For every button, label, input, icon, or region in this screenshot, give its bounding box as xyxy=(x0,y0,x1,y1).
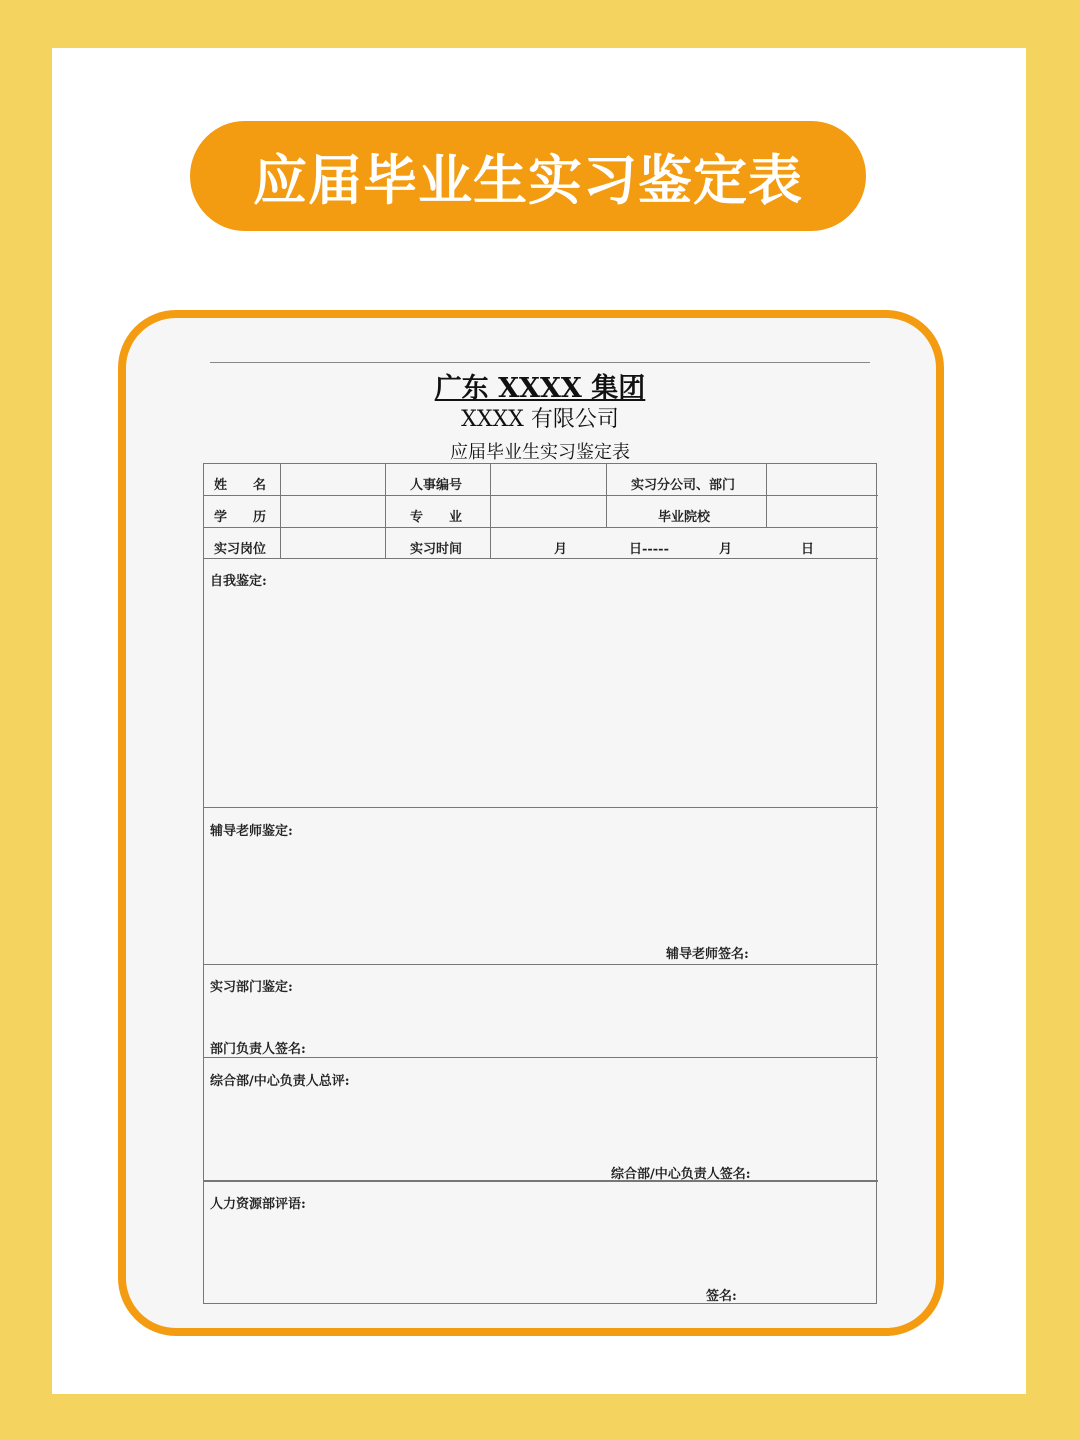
dept-evaluation-label: 实习部门鉴定: xyxy=(210,980,293,995)
tutor-signature-label: 辅导老师签名: xyxy=(666,947,749,962)
tutor-evaluation-label: 辅导老师鉴定: xyxy=(210,824,293,839)
dept-signature-label: 部门负责人签名: xyxy=(210,1042,306,1057)
title-banner xyxy=(190,121,866,231)
col-divider xyxy=(766,464,767,527)
col-divider xyxy=(606,464,607,527)
company-name: 广东 XXXX 集团 xyxy=(434,373,646,404)
label-period: 实习时间 xyxy=(410,542,463,557)
period-day-start: 日----- xyxy=(629,542,669,557)
section-divider xyxy=(204,1057,878,1058)
section-divider xyxy=(204,1180,878,1182)
label-major: 专 业 xyxy=(410,510,463,525)
subsidiary-name: XXXX 有限公司 xyxy=(461,407,619,432)
section-divider xyxy=(204,807,878,808)
center-evaluation-label: 综合部/中心负责人总评: xyxy=(210,1074,350,1089)
label-school: 毕业院校 xyxy=(658,510,711,525)
self-evaluation-label: 自我鉴定: xyxy=(210,574,267,589)
period-month-end: 月 xyxy=(719,542,733,557)
row-divider xyxy=(204,527,878,528)
hr-evaluation-label: 人力资源部评语: xyxy=(210,1197,306,1212)
row-divider xyxy=(204,495,878,496)
label-department: 实习分公司、部门 xyxy=(631,478,736,493)
section-divider xyxy=(204,964,878,965)
col-divider xyxy=(490,464,491,558)
label-hr-number: 人事编号 xyxy=(410,478,463,493)
banner-title: 应届毕业生实习鉴定表 xyxy=(253,147,803,212)
period-day-end: 日 xyxy=(801,542,815,557)
row-divider xyxy=(204,558,878,559)
header-rule xyxy=(210,362,870,363)
form-title: 应届毕业生实习鉴定表 xyxy=(450,442,630,463)
label-position: 实习岗位 xyxy=(214,542,267,557)
hr-signature-label: 签名: xyxy=(706,1289,737,1304)
appraisal-form xyxy=(203,463,877,1304)
period-month-start: 月 xyxy=(554,542,568,557)
center-signature-label: 综合部/中心负责人签名: xyxy=(611,1167,751,1182)
label-education: 学 历 xyxy=(214,510,267,525)
col-divider xyxy=(385,464,386,558)
label-name: 姓 名 xyxy=(214,478,267,493)
col-divider xyxy=(280,464,281,558)
